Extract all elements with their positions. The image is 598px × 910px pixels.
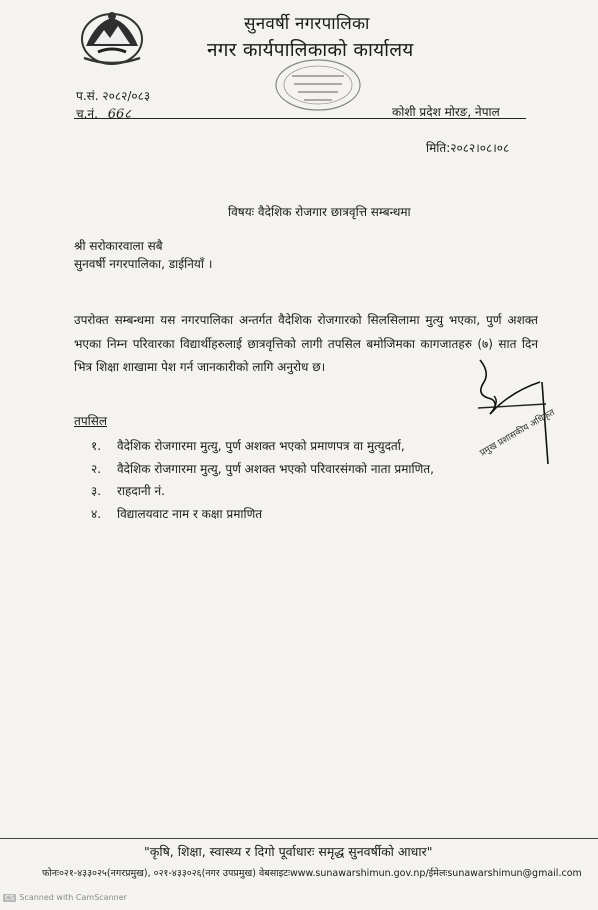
office-address: कोशी प्रदेश मोरङ, नेपाल bbox=[392, 105, 500, 119]
signature-title: प्रमुख प्रशासकीय अधिकृत bbox=[478, 407, 557, 459]
list-item bbox=[91, 482, 434, 505]
watermark-text: Scanned with CamScanner bbox=[19, 893, 127, 902]
list-item-number: ३. bbox=[91, 484, 102, 498]
list-item-number: २. bbox=[91, 461, 102, 476]
camscanner-badge: CS bbox=[5, 894, 15, 902]
header-divider bbox=[74, 118, 526, 119]
footer-divider bbox=[0, 838, 598, 839]
nepal-emblem-logo bbox=[76, 8, 148, 68]
scanner-watermark bbox=[3, 893, 127, 902]
reference-ps bbox=[76, 87, 150, 104]
list-item-text: वैदेशिक रोजगारमा मुत्यु, पुर्ण अशक्त भएको प्रमाणपत्र वा मुत्युदर्ता, bbox=[117, 439, 405, 453]
list-item-number: १. bbox=[91, 439, 102, 453]
reference-cn bbox=[76, 104, 131, 122]
list-item-text: वैदेशिक रोजगारमा मुत्यु, पुर्ण अशक्त भएको परिवारसंगको नाता प्रमाणित, bbox=[117, 461, 434, 476]
footer-contact: फोनः०२१-४३३०२५(नगरप्रमुख), ०२१-४३३०२६(नगर उपप्रमुख) वेबसाइटःwww.sunawarshimun.gov.np/ईमेलःsunawarshimun@gmail.com bbox=[42, 868, 582, 879]
ps-value: २०८२/०८३ bbox=[102, 89, 151, 103]
addressee-line-1: श्री सरोकारवाला सबै bbox=[74, 239, 163, 253]
cn-label: च.नं. bbox=[76, 107, 98, 121]
office-name: नगर कार्यपालिकाको कार्यालय bbox=[207, 39, 414, 61]
list-item bbox=[91, 437, 434, 460]
list-item-text: राहदानी नं. bbox=[117, 484, 165, 498]
municipality-name: सुनवर्षी नगरपालिका bbox=[244, 14, 370, 34]
list-item-text: विद्यालयवाट नाम र कक्षा प्रमाणित bbox=[117, 506, 263, 521]
addressee-line-2: सुनवर्षी नगरपालिका, डाईनियाँ । bbox=[74, 257, 213, 271]
list-item bbox=[91, 460, 434, 483]
list-item bbox=[91, 505, 434, 528]
officer-signature bbox=[450, 352, 580, 472]
document-list bbox=[91, 437, 434, 527]
letter-subject: विषयः वैदेशिक रोजगार छात्रवृत्ति सम्बन्धमा bbox=[228, 205, 411, 219]
list-item-number: ४. bbox=[91, 506, 102, 521]
letter-date: मिति:२०८२।०८।०८ bbox=[426, 141, 510, 155]
ps-label: प.सं. bbox=[76, 89, 99, 103]
cn-value: 66८ bbox=[107, 107, 132, 122]
body-paragraph: उपरोक्त सम्बन्धमा यस नगरपालिका अन्तर्गत वैदेशिक रोजगारको सिलसिलामा मुत्यु भएका, पुर्ण अशक्त भएका निम्न परिवारका विद्यार्थीहरुलाई छात्रवृत्तिको लागी तपसिल बमोजिमका कागजातहरु (७) सात दिन भित्र शिक्षा शाखामा पेश गर्न जानकारीको लागि अनुरोध छ। bbox=[74, 313, 538, 374]
footer-motto: "कृषि, शिक्षा, स्वास्थ्य र दिगो पूर्वाधारः समृद्ध सुनवर्षीको आधार" bbox=[144, 844, 433, 859]
tapsil-heading: तपसिल bbox=[74, 414, 108, 428]
office-seal-stamp bbox=[272, 56, 364, 114]
